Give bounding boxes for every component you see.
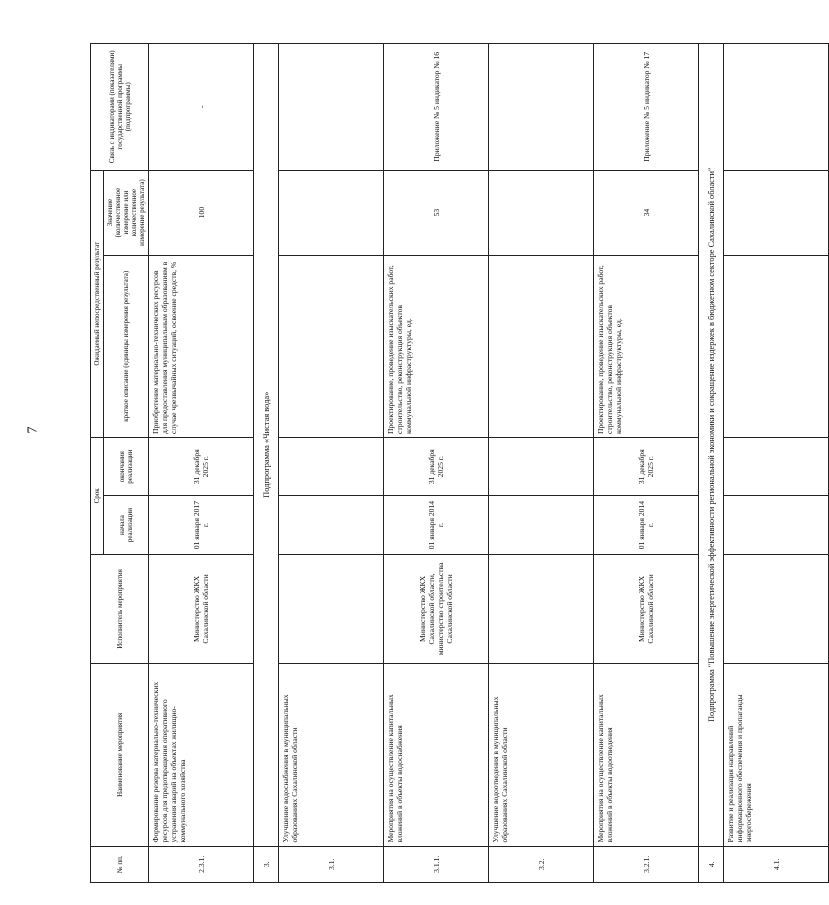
row-name: Улучшение водоотведения в муниципальных образованиях Сахалинской области	[489, 664, 594, 846]
row-start: 01 января 2017 г.	[149, 496, 254, 554]
header-desc: краткое описание (единицы измерения результата)	[104, 255, 149, 437]
header-exec: Исполнитель мероприятия	[91, 554, 149, 663]
row-end	[489, 438, 594, 496]
row-exec	[489, 554, 594, 663]
row-end: 31 декабря 2025 г.	[384, 438, 489, 496]
row-start	[279, 496, 384, 554]
row-value: 100	[149, 170, 254, 255]
row-link: -	[149, 44, 254, 171]
row-link	[724, 44, 829, 171]
table-row	[384, 44, 489, 883]
table-row	[149, 44, 254, 883]
row-name: Улучшение водоснабжения в муниципальных образованиях Сахалинской области	[279, 664, 384, 846]
row-start: 01 января 2014 г.	[384, 496, 489, 554]
row-desc: Проектирование, проведение изыскательских работ, строительство, реконструкция объектов коммунальной инфраструктуры, ед.	[384, 255, 489, 437]
table-row	[279, 44, 384, 883]
row-desc	[724, 255, 829, 437]
row-link	[279, 44, 384, 171]
row-name: Формирование резерва материально-технических ресурсов для предотвращения оперативного устранения аварий на объектах жилищно-коммунального хозяйства	[149, 664, 254, 846]
row-exec	[279, 554, 384, 663]
row-end: 31 декабря 2025 г.	[149, 438, 254, 496]
table-row	[594, 44, 699, 883]
row-num: 3.2.1.	[594, 846, 699, 882]
header-link: Связь с индикаторами (показателями) государственной программы (подпрограммы)	[91, 44, 149, 171]
row-num: 2.3.1.	[149, 846, 254, 882]
subprogram-title: Подпрограмма «Чистая вода»	[254, 44, 279, 847]
row-name: Развитие и реализация направлений информационного обеспечения и пропаганды энергосбережения	[724, 664, 829, 846]
header-start: начала реализации	[104, 496, 149, 554]
page-number: 7	[25, 426, 41, 434]
row-exec: Министерство ЖКХ Сахалинской области	[149, 554, 254, 663]
measures-table	[90, 43, 829, 883]
row-link: Приложение № 5 индикатор № 16	[384, 44, 489, 171]
row-num: 4.1.	[724, 846, 829, 882]
subprogram-title: Подпрограмма "Повышение энергетической эффективности региональной экономики и сокращение издержек в бюджетном секторе Сахалинской области"	[699, 44, 724, 847]
table-row	[724, 44, 829, 883]
table-row	[699, 44, 724, 883]
row-value: 34	[594, 170, 699, 255]
row-exec	[724, 554, 829, 663]
row-end: 31 декабря 2025 г.	[594, 438, 699, 496]
header-term: Срок	[91, 438, 104, 555]
row-link	[489, 44, 594, 171]
row-value: 53	[384, 170, 489, 255]
row-name: Мероприятия на осуществление капитальных вложений в объекты водоснабжения	[384, 664, 489, 846]
row-value	[279, 170, 384, 255]
header-value: Значение (количественное измерение или количественное измерение результата)	[104, 170, 149, 255]
row-exec: Министерство ЖКХ Сахалинской области, министерство строительства Сахалинской области	[384, 554, 489, 663]
row-num: 3.	[254, 846, 279, 882]
row-end	[279, 438, 384, 496]
rotated-table-sheet	[90, 43, 781, 883]
row-num: 3.1.1.	[384, 846, 489, 882]
table-row	[489, 44, 594, 883]
row-desc	[489, 255, 594, 437]
row-value	[724, 170, 829, 255]
row-start	[489, 496, 594, 554]
row-start	[724, 496, 829, 554]
header-name: Наименование мероприятия	[91, 664, 149, 846]
row-num: 3.2.	[489, 846, 594, 882]
row-desc: Проектирование, проведение изыскательских работ, строительство, реконструкция объектов коммунальной инфраструктуры, ед.	[594, 255, 699, 437]
row-value	[489, 170, 594, 255]
row-exec: Министерство ЖКХ Сахалинской области	[594, 554, 699, 663]
row-start: 01 января 2014 г.	[594, 496, 699, 554]
row-desc: Приобретение материально-технических ресурсов для предоставления муниципальным образованиям в случае чрезвычайных ситуаций, освоение средств, %	[149, 255, 254, 437]
table-row	[254, 44, 279, 883]
row-num: 4.	[699, 846, 724, 882]
header-end: окончания реализации	[104, 438, 149, 496]
row-link: Приложение № 5 индикатор № 17	[594, 44, 699, 171]
row-num: 3.1.	[279, 846, 384, 882]
row-end	[724, 438, 829, 496]
header-result: Ожидаемый непосредственный результат	[91, 170, 104, 437]
row-name: Мероприятия на осуществление капитальных вложений в объекты водоотведения	[594, 664, 699, 846]
header-num: № пп.	[91, 846, 149, 882]
row-desc	[279, 255, 384, 437]
